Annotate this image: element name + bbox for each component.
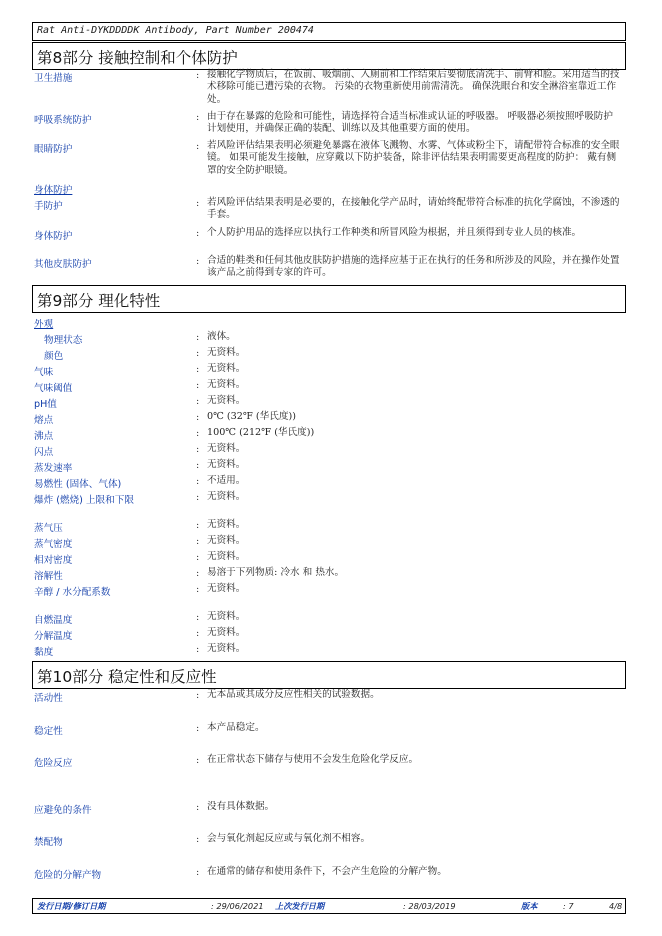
property-value: 没有具体数据。 <box>207 801 275 812</box>
colon: : <box>196 332 200 343</box>
colon: : <box>196 568 200 579</box>
property-label: 危险反应 <box>34 758 73 769</box>
colon: : <box>196 628 200 639</box>
colon: : <box>196 802 200 813</box>
eye-value: 若风险评估结果表明必须避免暴露在液体飞溅物、水雾、气体或粉尘下，请配带符合标准的安全眼镜。 如果可能发生接触，应穿戴以下防护装备，除非评估结果表明需要更高程度的防护： 戴有侧罩的安全防护眼镜。 <box>207 140 620 176</box>
version-label: 版本 <box>521 901 538 911</box>
colon: : <box>196 112 200 123</box>
property-label: 气味阈值 <box>34 383 73 394</box>
colon: : <box>196 755 200 766</box>
property-label: 相对密度 <box>34 555 73 566</box>
property-value: 在正常状态下储存与使用不会发生危险化学反应。 <box>207 754 419 765</box>
property-value: 100℃ (212℉ (华氏度)) <box>207 427 315 438</box>
property-value: 无资料。 <box>207 551 246 562</box>
property-value: 在通常的储存和使用条件下，不会产生危险的分解产物。 <box>207 866 447 877</box>
property-label: 气味 <box>34 367 54 378</box>
property-label: 闪点 <box>34 447 54 458</box>
colon: : <box>196 348 200 359</box>
colon: : <box>196 690 200 701</box>
property-label: 稳定性 <box>34 726 63 737</box>
body-value: 个人防护用品的选择应以执行工作种类和所冒风险为根据，并且须得到专业人员的核准。 <box>207 227 582 238</box>
property-label: 活动性 <box>34 693 63 704</box>
property-value: 液体。 <box>207 331 236 342</box>
property-value: 无资料。 <box>207 379 246 390</box>
colon: : <box>196 552 200 563</box>
property-label: 分解温度 <box>34 631 73 642</box>
property-label: 物理状态 <box>44 335 83 346</box>
colon: : <box>196 476 200 487</box>
property-label: 辛醇 / 水分配系数 <box>34 587 111 598</box>
document-header <box>32 22 626 41</box>
document-title: Rat Anti-DYKDDDDK Antibody, Part Number 200474 <box>37 25 314 36</box>
colon: : <box>196 834 200 845</box>
colon: : <box>196 536 200 547</box>
property-value: 无资料。 <box>207 459 246 470</box>
previous-issue-label: 上次发行日期 <box>275 901 325 911</box>
property-label: 蒸气压 <box>34 523 63 534</box>
version-value: : 7 <box>563 901 574 911</box>
appearance-heading: 外观 <box>34 319 54 330</box>
property-value: 无资料。 <box>207 519 246 530</box>
colon: : <box>196 612 200 623</box>
property-label: 爆炸 (燃烧) 上限和下限 <box>34 495 134 506</box>
property-label: 沸点 <box>34 431 54 442</box>
other-skin-value: 合适的鞋类和任何其他皮肤防护措施的选择应基于正在执行的任务和所涉及的风险，并在操作处置该产品之前得到专家的许可。 <box>207 255 620 279</box>
body-label: 身体防护 <box>34 231 73 242</box>
property-value: 无资料。 <box>207 443 246 454</box>
property-value: 无资料。 <box>207 363 246 374</box>
eye-label: 眼睛防护 <box>34 144 73 155</box>
section-10-heading <box>32 661 626 689</box>
issue-date-label: 发行日期/修订日期 <box>37 901 106 911</box>
issue-date-value: : 29/06/2021 <box>211 901 264 911</box>
colon: : <box>196 584 200 595</box>
body-protection-heading: 身体防护 <box>34 185 73 196</box>
hand-label: 手防护 <box>34 201 63 212</box>
property-label: 易燃性 (固体、气体) <box>34 479 122 490</box>
property-value: 无资料。 <box>207 347 246 358</box>
colon: : <box>196 520 200 531</box>
property-value: 无资料。 <box>207 583 246 594</box>
property-label: 应避免的条件 <box>34 805 92 816</box>
colon: : <box>196 380 200 391</box>
property-value: 本产品稳定。 <box>207 722 265 733</box>
colon: : <box>196 256 200 267</box>
property-label: 禁配物 <box>34 837 63 848</box>
property-value: 无资料。 <box>207 395 246 406</box>
section-9-heading <box>32 285 626 313</box>
hygiene-value: 接触化学物质后，在饭前、吸烟前、入厕前和工作结束后要彻底清洗手、前臂和脸。采用适当的技术移除可能已遭污染的衣物。 污染的衣物重新使用前需清洗。 确保洗眼台和安全淋浴室靠近工作处。 <box>207 69 620 105</box>
property-value: 0℃ (32℉ (华氏度)) <box>207 411 296 422</box>
section-8-heading <box>32 42 626 70</box>
colon: : <box>196 198 200 209</box>
property-label: 溶解性 <box>34 571 63 582</box>
colon: : <box>196 428 200 439</box>
respiratory-value: 由于存在暴露的危险和可能性，请选择符合适当标准或认证的呼吸器。 呼吸器必须按照呼吸防护计划使用，并确保正确的装配、训练以及其他重要方面的使用。 <box>207 111 613 135</box>
colon: : <box>196 412 200 423</box>
document-footer <box>32 898 626 914</box>
colon: : <box>196 460 200 471</box>
property-label: 黏度 <box>34 647 54 658</box>
property-value: 无本品或其成分反应性相关的试验数据。 <box>207 689 380 700</box>
property-value: 不适用。 <box>207 475 246 486</box>
colon: : <box>196 492 200 503</box>
colon: : <box>196 364 200 375</box>
property-label: 蒸发速率 <box>34 463 73 474</box>
other-skin-label: 其他皮肤防护 <box>34 259 92 270</box>
sds-page <box>32 22 626 922</box>
colon: : <box>196 396 200 407</box>
section-10-title: 第10部分 稳定性和反应性 <box>37 668 217 686</box>
colon: : <box>196 70 200 81</box>
previous-issue-value: : 28/03/2019 <box>403 901 456 911</box>
property-value: 无资料。 <box>207 535 246 546</box>
section-9-title: 第9部分 理化特性 <box>37 292 161 310</box>
colon: : <box>196 444 200 455</box>
hygiene-label: 卫生措施 <box>34 73 73 84</box>
section-8-title: 第8部分 接触控制和个体防护 <box>37 49 238 67</box>
property-value: 无资料。 <box>207 627 246 638</box>
colon: : <box>196 723 200 734</box>
property-label: 蒸气密度 <box>34 539 73 550</box>
hand-value: 若风险评估结果表明是必要的，在接触化学产品时，请始终配带符合标准的抗化学腐蚀，不渗透的手套。 <box>207 197 620 221</box>
colon: : <box>196 644 200 655</box>
property-label: 颜色 <box>44 351 64 362</box>
colon: : <box>196 228 200 239</box>
property-label: 熔点 <box>34 415 54 426</box>
property-value: 会与氧化剂起反应或与氧化剂不相容。 <box>207 833 371 844</box>
property-value: 易溶于下列物质: 冷水 和 热水。 <box>207 567 345 578</box>
property-label: pH值 <box>34 399 57 410</box>
property-value: 无资料。 <box>207 611 246 622</box>
colon: : <box>196 141 200 152</box>
property-value: 无资料。 <box>207 643 246 654</box>
page-number: 4/8 <box>609 901 623 911</box>
property-label: 自燃温度 <box>34 615 73 626</box>
property-value: 无资料。 <box>207 491 246 502</box>
property-label: 危险的分解产物 <box>34 870 102 881</box>
colon: : <box>196 867 200 878</box>
respiratory-label: 呼吸系统防护 <box>34 115 92 126</box>
